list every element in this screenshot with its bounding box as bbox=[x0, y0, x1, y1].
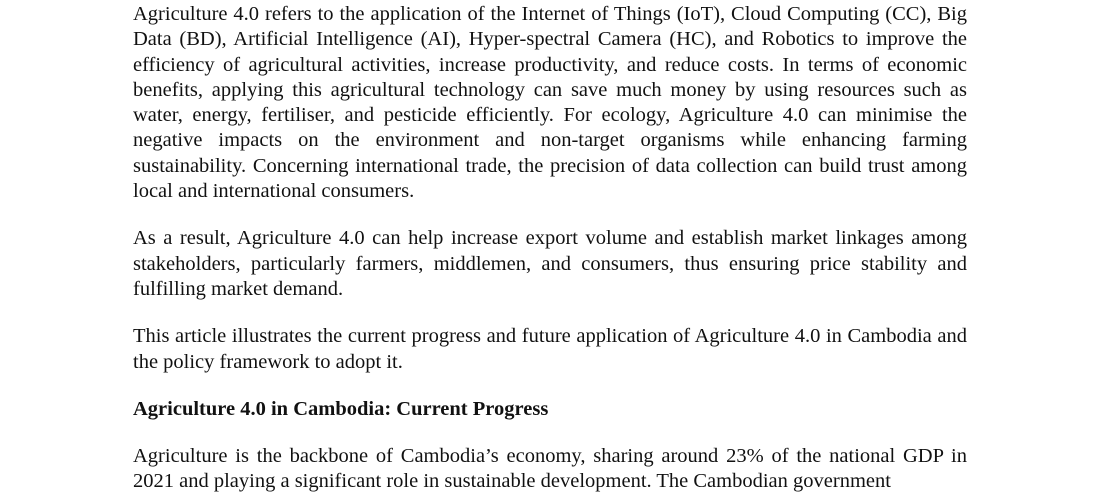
paragraph-export: As a result, Agriculture 4.0 can help increase export volume and establish market linkages among stakeholders, particularly farmers, middlemen, and consumers, thus ensuring price stability and fulfilling market demand. bbox=[133, 227, 967, 300]
section-heading: Agriculture 4.0 in Cambodia: Current Progress bbox=[133, 397, 549, 420]
document-page bbox=[133, 2, 967, 495]
paragraph-intro: Agriculture 4.0 refers to the application of the Internet of Things (IoT), Cloud Computing (CC), Big Data (BD), Artificial Intelligence (AI), Hyper-spectral Camera (HC), and Robotics to improve the efficiency of agricultural activities, increase productivity, and reduce costs. In terms of economic benefits, applying this agricultural technology can save much money by using resources such as water, energy, fertiliser, and pesticide efficiently. For ecology, Agriculture 4.0 can minimise the negative impacts on the environment and non-target organisms while enhancing farming sustainability. Concerning international trade, the precision of data collection can build trust among local and international consumers. bbox=[133, 3, 967, 203]
paragraph-article-scope: This article illustrates the current progress and future application of Agriculture 4.0 in Cambodia and the policy framework to adopt it. bbox=[133, 325, 967, 373]
paragraph-section-body: Agriculture is the backbone of Cambodia’s economy, sharing around 23% of the national GDP in 2021 and playing a significant role in sustainable development. The Cambodian government bbox=[133, 445, 967, 493]
